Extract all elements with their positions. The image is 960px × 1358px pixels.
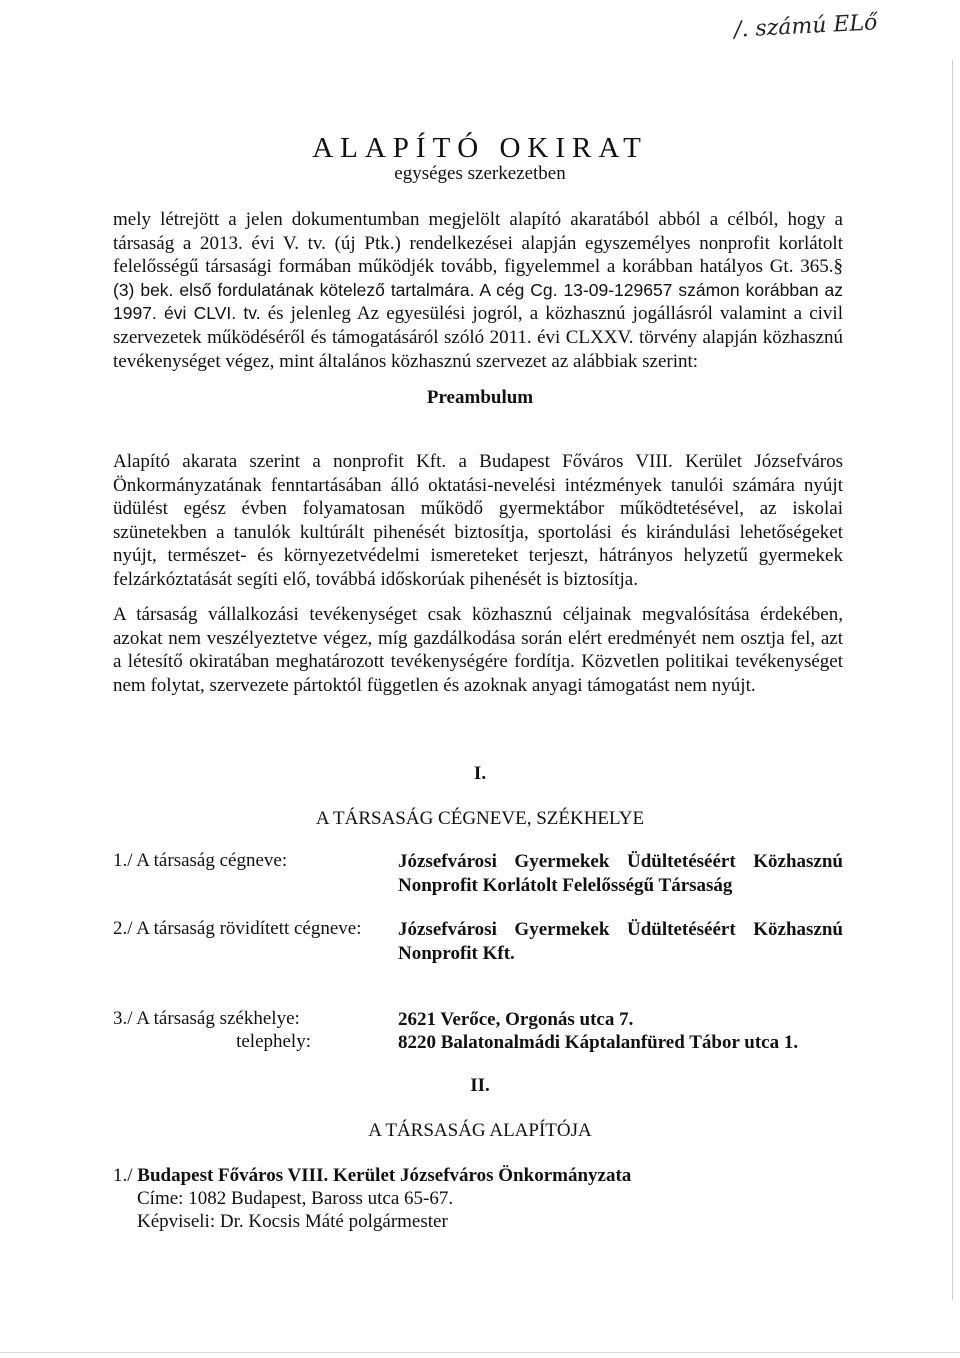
founder-address: Címe: 1082 Budapest, Baross utca 65-67. [137,1188,454,1209]
founder-prefix: 1./ [113,1165,133,1186]
scan-edge-line [952,60,953,1300]
preambulum-heading: Preambulum [426,387,534,408]
short-name-value: Józsefvárosi Gyermekek Üdültetéséért Közhasznú Nonprofit Kft. [398,919,843,964]
intro-paragraph [113,208,843,373]
company-name-value: Józsefvárosi Gyermekek Üdültetéséért Közhasznú Nonprofit Korlátolt Felelősségű Társaság [398,851,843,896]
preambulum-paragraph: Alapító akarata szerint a nonprofit Kft. a Budapest Főváros VIII. Kerület Józsefváros Önkormányzatának fenntartásában álló oktatási-nevelési intézmények tanulói számára nyújt üdülést egész évben folyamatosan működő gyermektábor működtetésével, az iskolai szünetekben a tanulók kultúrált pihenését biztosítja, sportolási és kirándulási lehetőségeket nyújt, természet- és környezetvédelmi ismereteket terjeszt, hátrányos helyzetű gyermekek felzárkóztatását segíti elő, továbbá időskorúak pihenését is biztosítja. [113,451,843,590]
founder-name: Budapest Főváros VIII. Kerület Józsefváros Önkormányzata [137,1165,632,1186]
founder-representative: Képviseli: Dr. Kocsis Máté polgármester [137,1211,448,1232]
business-paragraph: A társaság vállalkozási tevékenységet csak közhasznú céljainak megvalósítása érdekében, azokat nem veszélyeztetve végez, míg gazdálkodása során elért eredményét nem osztja fel, azt a létesítő okiratában meghatározott tevékenységére fordítja. Közvetlen politikai tevékenységet nem folytat, szervezete pártoktól független és azoknak anyagi támogatást nem nyújt. [113,604,843,696]
seat-value: 2621 Verőce, Orgonás utca 7. [398,1009,634,1030]
intro-text-part3: és jelenleg Az egyesülési jogról, a közhasznú jogállásról valamint a civil szervezetek működéséről és támogatásáról szóló 2011. évi CLXXV. törvény alapján közhasznú tevékenységet végez, mint általános közhasznú szervezet az alábbiak szerint: [113,303,843,372]
site-value: 8220 Balatonalmádi Káptalanfüred Tábor utca 1. [398,1032,799,1053]
intro-text-part2: (3) bek. első fordulatának kötelező tartalmára. A cég Cg. 13-09-129657 számon korábban az 1997. évi CLVI. tv. [113,279,843,324]
section2-title: A TÁRSASÁG ALAPÍTÓJA [368,1120,592,1141]
company-name-label: 1./ A társaság cégneve: [113,850,288,871]
document-subtitle: egységes szerkezetben [394,163,566,184]
section2-number: II. [470,1075,490,1096]
document-title: ALAPÍTÓ OKIRAT [312,132,648,164]
founder-line [113,1165,631,1187]
intro-text-part1: mely létrejött a jelen dokumentumban megjelölt alapító akaratából abból a célból, hogy a társaság a 2013. évi V. tv. (új Ptk.) rendelkezései alapján egyszemélyes nonprofit korlátolt felelősségű társasági formában működjék tovább, figyelemmel a korábban hatályos Gt. 365.§ [113,209,843,278]
handwritten-note: /. számú ELő [733,10,878,43]
section1-number: I. [473,763,487,784]
section1-title: A TÁRSASÁG CÉGNEVE, SZÉKHELYE [315,808,645,829]
short-name-label: 2./ A társaság rövidített cégneve: [113,918,362,939]
scan-bottom-line [0,1352,960,1353]
site-label: telephely: [236,1031,311,1052]
seat-label: 3./ A társaság székhelye: [113,1008,300,1029]
